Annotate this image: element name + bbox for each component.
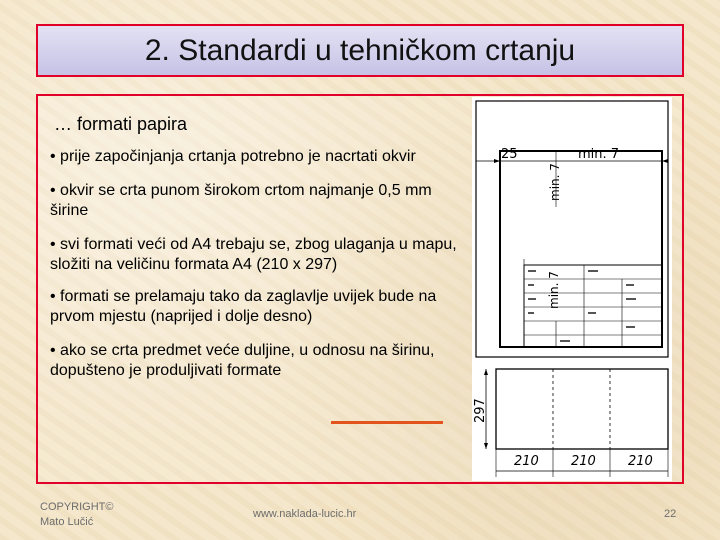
technical-drawing-svg: [472, 97, 672, 481]
page-number: 22: [664, 508, 677, 520]
dim-label-min7-title-block: min. 7: [547, 271, 561, 309]
dim-label-210: 210: [628, 454, 653, 469]
sheet-outline: [476, 101, 668, 357]
dim-label-210: 210: [514, 454, 539, 469]
dim-label-min7-top-right: min. 7: [578, 147, 620, 162]
bullet-item: • ako se crta predmet veće duljine, u odnosu na širinu, dopušteno je produljivati formate: [50, 342, 435, 379]
author-line: Mato Lučić: [40, 516, 94, 528]
subtitle: … formati papira: [54, 114, 188, 134]
dim-label-297: 297: [473, 398, 488, 423]
slide-title: 2. Standardi u tehničkom crtanju: [144, 33, 576, 67]
dim-label-25: 25: [501, 147, 518, 162]
paper-format-drawing: [472, 97, 672, 481]
dim-label-210: 210: [571, 454, 596, 469]
footer-url: www.naklada-lucic.hr: [253, 508, 357, 520]
footer-copyright: [40, 500, 114, 530]
copyright-line: COPYRIGHT©: [40, 501, 114, 513]
bullet-item: • okvir se crta punom širokom crtom najmanje 0,5 mm širine: [50, 182, 432, 219]
arrow-icon: [484, 369, 488, 375]
bullet-item: • formati se prelamaju tako da zaglavlje uvijek bude na prvom mjestu (naprijed i dolje desno): [50, 288, 437, 325]
highlight-underline: [331, 421, 443, 424]
arrow-icon: [484, 443, 488, 449]
extended-format: [473, 369, 668, 477]
title-block: [524, 265, 662, 347]
bullet-item: • prije započinjanja crtanja potrebno je nacrtati okvir: [50, 148, 416, 165]
bullet-list: [50, 147, 462, 395]
long-format-outline: [496, 369, 668, 449]
bullet-item: • svi formati veći od A4 trebaju se, zbog ulaganja u mapu, složiti na veličinu formata A4 (210 x 297): [50, 236, 457, 273]
dim-label-min7-vertical: min. 7: [548, 163, 562, 201]
title-block-marks: [528, 270, 636, 342]
slide-title-bar: [36, 24, 684, 77]
